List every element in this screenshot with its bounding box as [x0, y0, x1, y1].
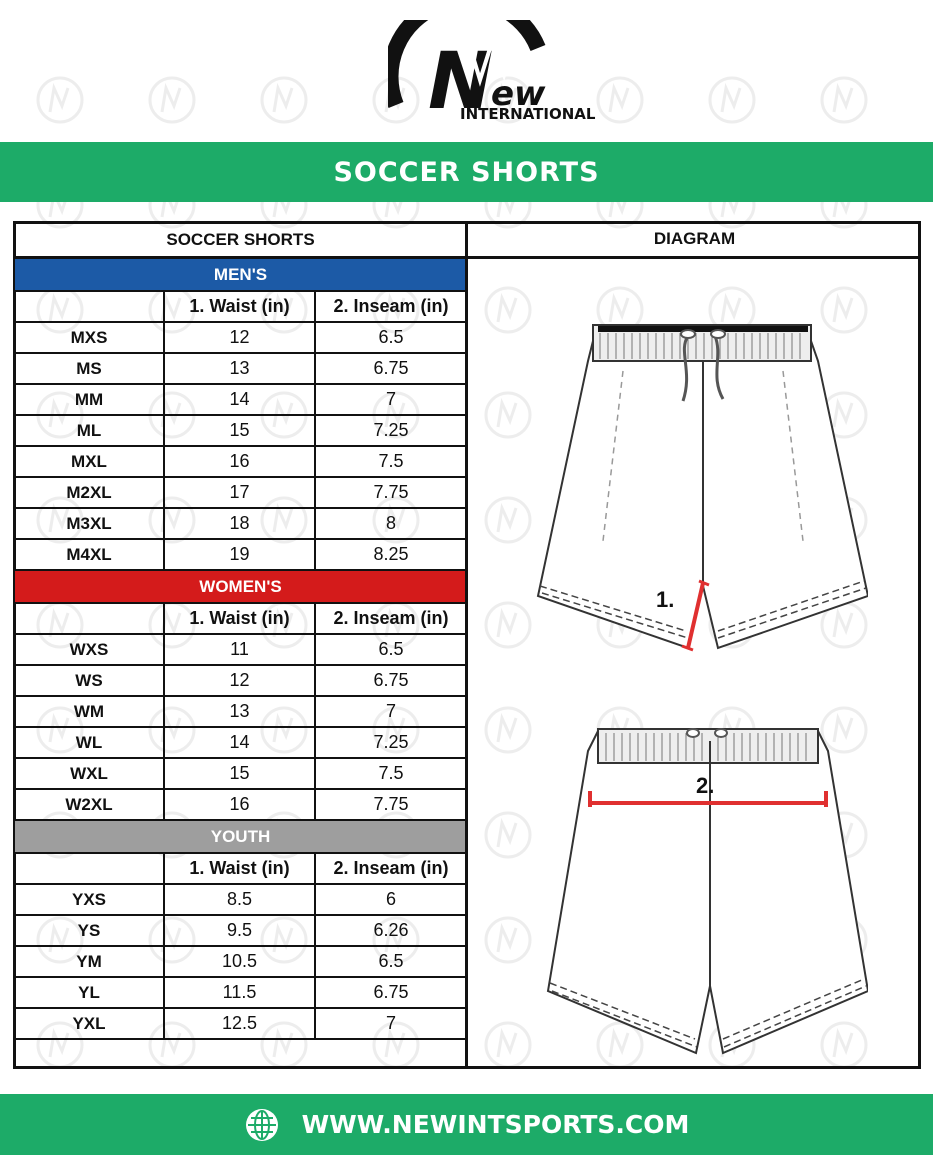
shorts-inseam-diagram: [528, 311, 868, 656]
table-row: [14, 353, 467, 384]
section-header-row: [14, 258, 467, 292]
table-row: [14, 446, 467, 477]
size-cell: YXS: [14, 884, 164, 915]
table-row: [14, 508, 467, 539]
waist-header: 1. Waist (in): [164, 603, 315, 634]
table-row: [14, 789, 467, 820]
section-header-row: [14, 570, 467, 603]
size-cell: MS: [14, 353, 164, 384]
size-cell: YXL: [14, 1008, 164, 1039]
inseam-cell: 6.75: [315, 977, 467, 1008]
inseam-cell: 8.25: [315, 539, 467, 570]
table-title: SOCCER SHORTS: [14, 222, 467, 258]
table-row: [14, 727, 467, 758]
waist-cell: 15: [164, 758, 315, 789]
table-row: [14, 634, 467, 665]
table-row: [14, 477, 467, 508]
watermark-logo: [38, 78, 82, 122]
inseam-cell: 8: [315, 508, 467, 539]
waist-cell: 15: [164, 415, 315, 446]
table-row: [14, 322, 467, 353]
table-row: [14, 665, 467, 696]
inseam-cell: 7.25: [315, 727, 467, 758]
inseam-cell: 6.75: [315, 353, 467, 384]
waist-cell: 10.5: [164, 946, 315, 977]
website-url[interactable]: WWW.NEWINTSPORTS.COM: [301, 1110, 690, 1139]
waist-cell: 16: [164, 446, 315, 477]
waist-cell: 13: [164, 353, 315, 384]
inseam-cell: 7: [315, 1008, 467, 1039]
title-banner: [0, 142, 933, 202]
waist-cell: 9.5: [164, 915, 315, 946]
inseam-cell: 7: [315, 696, 467, 727]
section-header-row: [14, 820, 467, 853]
watermark-logo: [710, 78, 754, 122]
size-cell: MM: [14, 384, 164, 415]
watermark-logo: [822, 78, 866, 122]
column-header-row: [14, 603, 467, 634]
svg-text:ew: ew: [491, 74, 546, 114]
inseam-header: 2. Inseam (in): [315, 853, 467, 884]
blank-header-cell: [14, 603, 164, 634]
size-cell: WXL: [14, 758, 164, 789]
shorts-waist-diagram: [538, 721, 868, 1061]
globe-icon: [244, 1107, 280, 1143]
size-cell: WXS: [14, 634, 164, 665]
waist-label: 2.: [696, 773, 715, 798]
new-international-logo: [388, 20, 608, 125]
table-row: [14, 915, 467, 946]
waist-cell: 14: [164, 384, 315, 415]
waist-cell: 16: [164, 789, 315, 820]
inseam-label: 1.: [656, 587, 675, 612]
table-row: [14, 977, 467, 1008]
table-row: [14, 758, 467, 789]
inseam-cell: 6.75: [315, 665, 467, 696]
svg-text:INTERNATIONAL: INTERNATIONAL: [460, 105, 596, 123]
inseam-cell: 6.5: [315, 322, 467, 353]
waist-header: 1. Waist (in): [164, 853, 315, 884]
size-cell: M4XL: [14, 539, 164, 570]
size-cell: MXS: [14, 322, 164, 353]
svg-text:N: N: [428, 37, 494, 125]
inseam-header: 2. Inseam (in): [315, 291, 467, 322]
table-row: [14, 539, 467, 570]
table-row: [14, 946, 467, 977]
table-row: [14, 696, 467, 727]
blank-header-cell: [14, 853, 164, 884]
waist-cell: 11: [164, 634, 315, 665]
size-table: [13, 221, 468, 1040]
inseam-header: 2. Inseam (in): [315, 603, 467, 634]
table-row: [14, 415, 467, 446]
waist-cell: 17: [164, 477, 315, 508]
waist-cell: 19: [164, 539, 315, 570]
waist-cell: 11.5: [164, 977, 315, 1008]
waist-cell: 14: [164, 727, 315, 758]
waist-header: 1. Waist (in): [164, 291, 315, 322]
size-cell: ML: [14, 415, 164, 446]
waist-cell: 18: [164, 508, 315, 539]
size-cell: MXL: [14, 446, 164, 477]
inseam-cell: 7.25: [315, 415, 467, 446]
inseam-cell: 7.5: [315, 758, 467, 789]
inseam-cell: 6.26: [315, 915, 467, 946]
size-cell: WL: [14, 727, 164, 758]
section-title: YOUTH: [14, 820, 467, 853]
size-cell: YS: [14, 915, 164, 946]
size-cell: M3XL: [14, 508, 164, 539]
table-row: [14, 384, 467, 415]
inseam-cell: 6.5: [315, 946, 467, 977]
column-header-row: [14, 291, 467, 322]
table-row: [14, 884, 467, 915]
inseam-cell: 6.5: [315, 634, 467, 665]
diagram-panel: [465, 221, 921, 1069]
waist-cell: 12.5: [164, 1008, 315, 1039]
inseam-cell: 7.75: [315, 477, 467, 508]
waist-cell: 8.5: [164, 884, 315, 915]
blank-header-cell: [14, 291, 164, 322]
inseam-cell: 7: [315, 384, 467, 415]
footer-banner: [0, 1094, 933, 1155]
column-header-row: [14, 853, 467, 884]
section-title: MEN'S: [14, 258, 467, 292]
waist-cell: 12: [164, 665, 315, 696]
watermark-logo: [262, 78, 306, 122]
size-cell: WM: [14, 696, 164, 727]
waist-cell: 12: [164, 322, 315, 353]
watermark-logo: [150, 78, 194, 122]
section-title: WOMEN'S: [14, 570, 467, 603]
size-cell: WS: [14, 665, 164, 696]
size-cell: M2XL: [14, 477, 164, 508]
size-cell: YL: [14, 977, 164, 1008]
inseam-cell: 6: [315, 884, 467, 915]
waist-cell: 13: [164, 696, 315, 727]
page-title: SOCCER SHORTS: [333, 156, 600, 188]
size-cell: W2XL: [14, 789, 164, 820]
diagram-header: DIAGRAM: [468, 221, 921, 259]
table-row: [14, 1008, 467, 1039]
table-header-row: [14, 222, 467, 258]
inseam-cell: 7.75: [315, 789, 467, 820]
inseam-cell: 7.5: [315, 446, 467, 477]
size-cell: YM: [14, 946, 164, 977]
